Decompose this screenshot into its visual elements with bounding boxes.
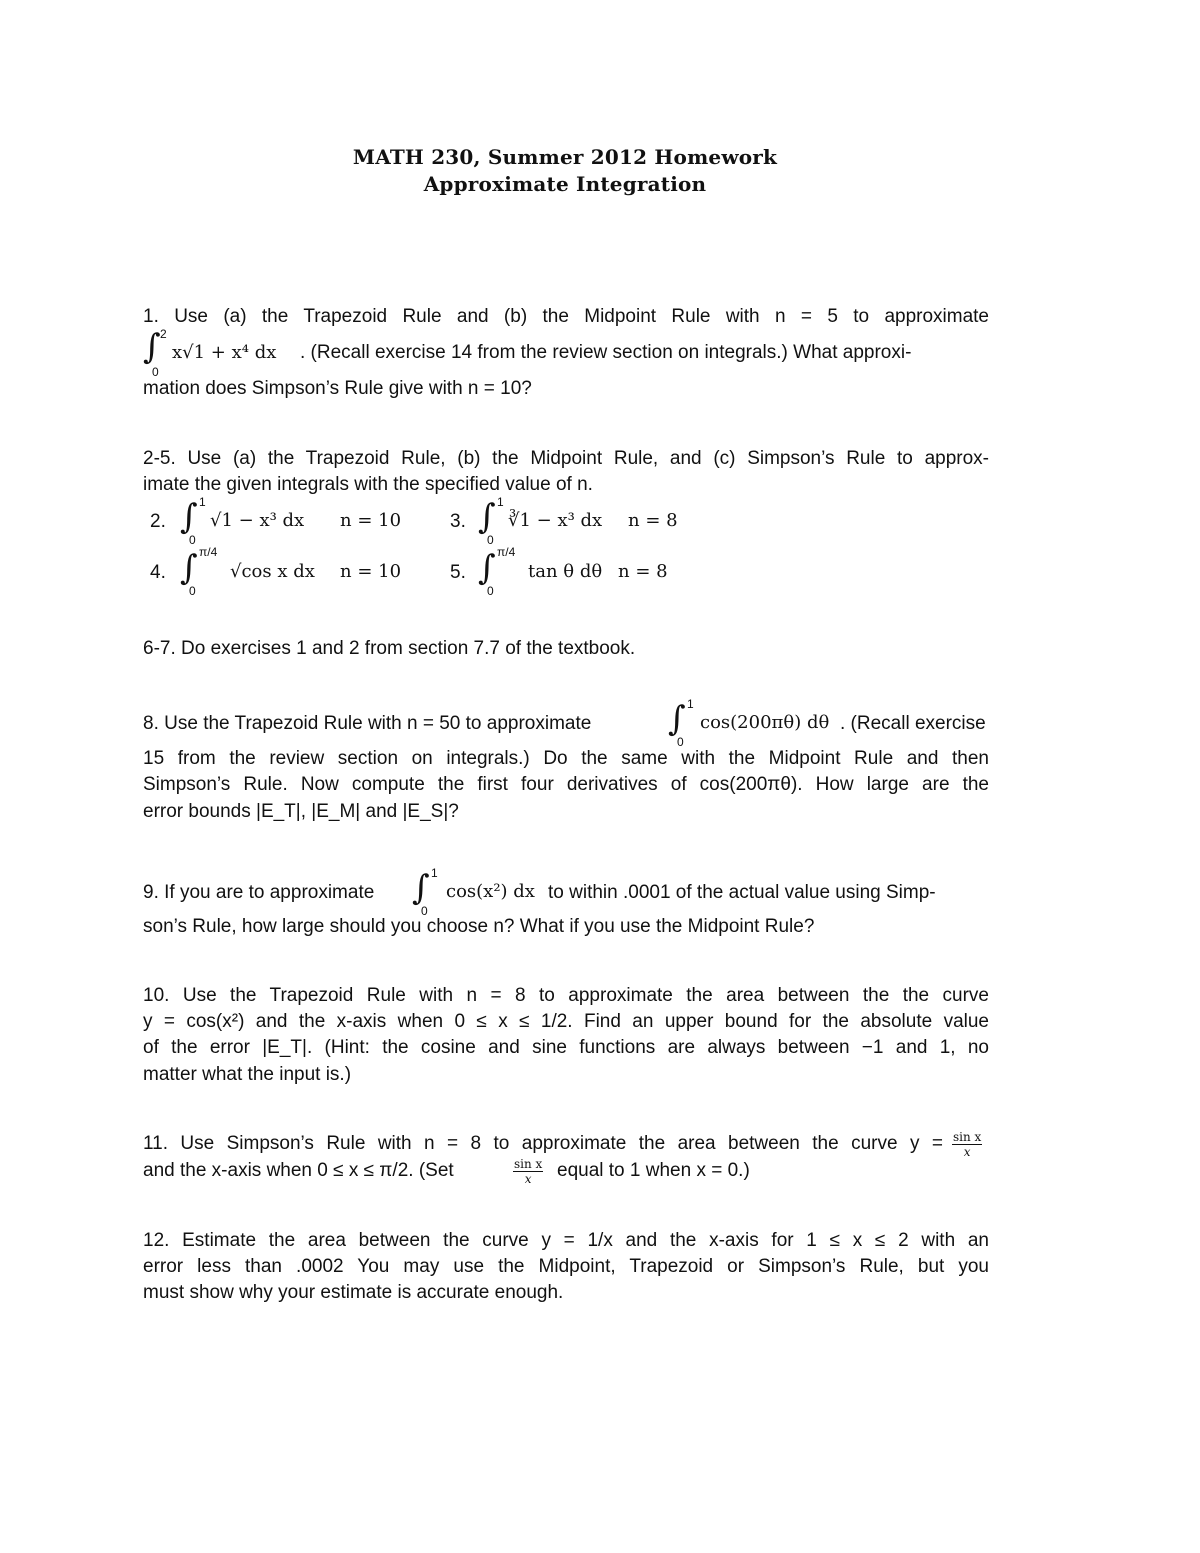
problem-3-integrand: ∛1 − x³ dx <box>508 510 603 531</box>
problem-10-line-1: 10. Use the Trapezoid Rule with n = 8 to approximate the area between the the curve <box>143 985 989 1006</box>
problem-2-n: n = 10 <box>340 510 402 531</box>
integral-sign: ∫ <box>143 327 161 367</box>
problem-9-integrand: cos(x²) dx <box>446 881 535 902</box>
problems-2-5-intro-line-1: 2-5. Use (a) the Trapezoid Rule, (b) the Midpoint Rule, and (c) Simpson’s Rule to approx- <box>143 448 989 469</box>
problem-11-line-2b: equal to 1 when x = 0.) <box>557 1160 750 1181</box>
integral-lower-limit: 0 <box>189 584 196 598</box>
problem-4-n: n = 10 <box>340 561 402 582</box>
fraction-sin-x-over-x <box>952 1131 982 1158</box>
problem-12-line-1: 12. Estimate the area between the curve y = 1/x and the x-axis for 1 ≤ x ≤ 2 with an <box>143 1230 989 1251</box>
integral-lower-limit: 0 <box>421 904 428 918</box>
problem-8-prefix: 8. Use the Trapezoid Rule with n = 50 to approximate <box>143 713 592 734</box>
problem-1-line-1: 1. Use (a) the Trapezoid Rule and (b) the Midpoint Rule with n = 5 to approximate <box>143 306 989 327</box>
problem-8-integrand: cos(200πθ) dθ <box>700 712 830 733</box>
problem-6-7-text: 6-7. Do exercises 1 and 2 from section 7.7 of the textbook. <box>143 638 636 659</box>
problem-12-line-2: error less than .0002 You may use the Midpoint, Trapezoid or Simpson’s Rule, but you <box>143 1256 989 1277</box>
integral-upper-limit: 2 <box>160 327 167 341</box>
problem-5-integrand: tan θ dθ <box>528 561 603 582</box>
integral-sign: ∫ <box>180 497 198 537</box>
problem-5-number: 5. <box>450 562 466 583</box>
problem-9-line-2: son’s Rule, how large should you choose n? What if you use the Midpoint Rule? <box>143 916 815 937</box>
problem-8-suffix: . (Recall exercise <box>840 713 986 734</box>
problem-12-line-3: must show why your estimate is accurate enough. <box>143 1282 564 1303</box>
problem-8-line-3: Simpson’s Rule. Now compute the first four derivatives of cos(200πθ). How large are the <box>143 774 989 795</box>
problem-2-integrand: √1 − x³ dx <box>210 510 305 531</box>
problem-4-integrand: √cos x dx <box>230 561 315 582</box>
problem-1-line-3: mation does Simpson’s Rule give with n = 10? <box>143 378 532 399</box>
integral-lower-limit: 0 <box>487 533 494 547</box>
problem-3-number: 3. <box>450 511 466 532</box>
integral-upper-limit: 1 <box>687 697 694 711</box>
problem-1-integrand: x√1 + x⁴ dx <box>172 342 277 363</box>
page-title: MATH 230, Summer 2012 Homework <box>352 145 778 169</box>
integral-lower-limit: 0 <box>487 584 494 598</box>
problem-1-line-2: . (Recall exercise 14 from the review section on integrals.) What approxi- <box>300 342 912 363</box>
problem-5-n: n = 8 <box>618 561 668 582</box>
integral-upper-limit: 1 <box>497 495 504 509</box>
integral-lower-limit: 0 <box>152 365 159 379</box>
integral-sign: ∫ <box>412 868 430 908</box>
problem-4-number: 4. <box>150 562 166 583</box>
problem-9-suffix: to within .0001 of the actual value using Simp- <box>548 882 936 903</box>
problem-9-prefix: 9. If you are to approximate <box>143 882 375 903</box>
problems-2-5-intro-line-2: imate the given integrals with the specified value of n. <box>143 474 593 495</box>
problem-10-line-2: y = cos(x²) and the x-axis when 0 ≤ x ≤ 1/2. Find an upper bound for the absolute value <box>143 1011 989 1032</box>
fraction-denominator: x <box>524 1172 532 1186</box>
fraction-numerator: sin x <box>953 1130 982 1144</box>
integral-sign: ∫ <box>478 548 496 588</box>
problem-2-number: 2. <box>150 511 166 532</box>
problem-10-line-4: matter what the input is.) <box>143 1064 352 1085</box>
fraction-sin-x-over-x <box>513 1158 543 1185</box>
integral-upper-limit: π/4 <box>199 545 218 559</box>
fraction-numerator: sin x <box>514 1157 543 1171</box>
fraction-denominator: x <box>963 1145 971 1159</box>
integral-upper-limit: 1 <box>199 495 206 509</box>
integral-upper-limit: 1 <box>431 866 438 880</box>
problem-8-line-2: 15 from the review section on integrals.) Do the same with the Midpoint Rule and then <box>143 748 989 769</box>
problem-8-line-4: error bounds |E_T|, |E_M| and |E_S|? <box>143 801 459 822</box>
problem-3-n: n = 8 <box>628 510 678 531</box>
integral-upper-limit: π/4 <box>497 545 516 559</box>
integral-lower-limit: 0 <box>677 735 684 749</box>
integral-sign: ∫ <box>478 497 496 537</box>
problem-11-line-2a: and the x-axis when 0 ≤ x ≤ π/2. (Set <box>143 1160 454 1181</box>
problem-10-line-3: of the error |E_T|. (Hint: the cosine and sine functions are always between −1 and 1, no <box>143 1037 989 1058</box>
page-subtitle: Approximate Integration <box>423 172 707 196</box>
integral-sign: ∫ <box>180 548 198 588</box>
integral-lower-limit: 0 <box>189 533 196 547</box>
integral-sign: ∫ <box>668 699 686 739</box>
problem-11-line-1: 11. Use Simpson’s Rule with n = 8 to approximate the area between the curve y = <box>143 1133 943 1154</box>
